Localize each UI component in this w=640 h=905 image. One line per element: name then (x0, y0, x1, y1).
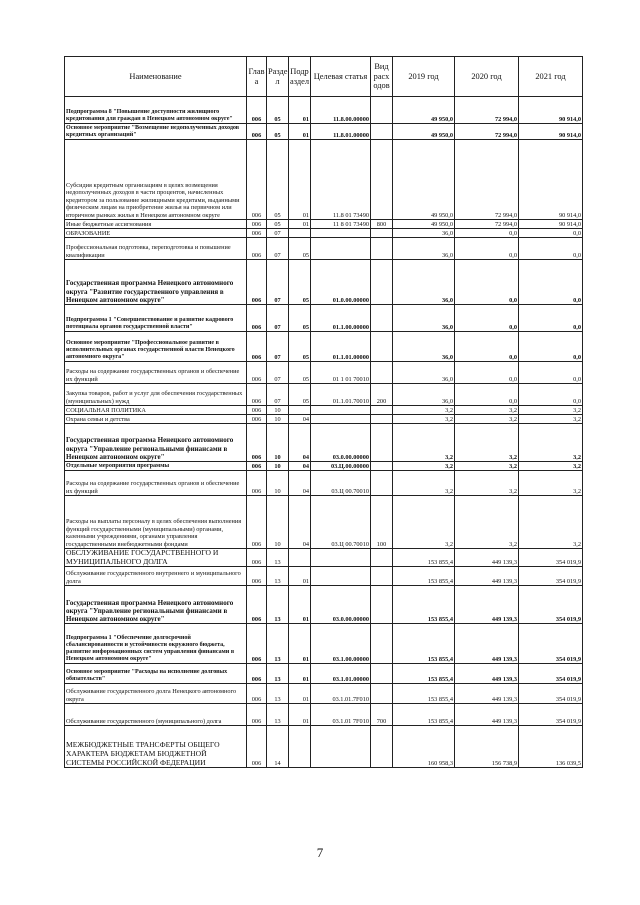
cell-name: Основное мероприятие "Профессиональное развитие в исполнительных органах государственной власти Ненецкого автономного округа" (65, 332, 247, 362)
cell-2019: 160 958,3 (393, 726, 455, 768)
cell-target-article: 03.1.00.00000 (311, 624, 371, 664)
cell-glava: 006 (247, 415, 267, 424)
table-row (65, 238, 583, 260)
header-expense-type: Вид расх одов (371, 57, 393, 97)
cell-expense-type (371, 664, 393, 684)
cell-2021: 354 019,9 (519, 549, 583, 567)
cell-expense-type: 100 (371, 496, 393, 549)
cell-glava: 006 (247, 471, 267, 496)
cell-2019: 36,0 (393, 260, 455, 305)
cell-glava: 006 (247, 305, 267, 332)
cell-expense-type (371, 462, 393, 471)
cell-2021: 90 914,0 (519, 220, 583, 229)
cell-2021: 0,0 (519, 384, 583, 406)
cell-expense-type (371, 624, 393, 664)
cell-2020: 449 139,3 (455, 586, 519, 624)
cell-expense-type (371, 567, 393, 586)
cell-glava: 006 (247, 549, 267, 567)
table-row (65, 362, 583, 384)
cell-glava: 006 (247, 664, 267, 684)
cell-2019: 49 950,0 (393, 220, 455, 229)
cell-podrazdel: 05 (289, 305, 311, 332)
cell-expense-type: 200 (371, 384, 393, 406)
cell-target-article (311, 415, 371, 424)
cell-podrazdel (289, 229, 311, 238)
cell-glava: 006 (247, 567, 267, 586)
cell-glava: 006 (247, 97, 267, 124)
cell-razdel: 05 (267, 97, 289, 124)
table-row (65, 415, 583, 424)
cell-glava: 006 (247, 684, 267, 704)
cell-target-article (311, 406, 371, 415)
cell-glava: 006 (247, 586, 267, 624)
cell-podrazdel: 05 (289, 260, 311, 305)
cell-name: Подпрограмма 8 "Повышение доступности жилищного кредитования для граждан в Ненецком автономном округе" (65, 97, 247, 124)
cell-expense-type (371, 260, 393, 305)
cell-podrazdel: 04 (289, 415, 311, 424)
cell-expense-type (371, 586, 393, 624)
cell-2019: 49 950,0 (393, 97, 455, 124)
cell-2021: 3,2 (519, 406, 583, 415)
cell-name: ОБСЛУЖИВАНИЕ ГОСУДАРСТВЕННОГО И МУНИЦИПАЛЬНОГО ДОЛГА (65, 549, 247, 567)
table-row (65, 305, 583, 332)
cell-expense-type (371, 549, 393, 567)
cell-2021: 3,2 (519, 496, 583, 549)
table-row (65, 704, 583, 726)
cell-2020: 449 139,3 (455, 704, 519, 726)
cell-target-article: 03.1.01.7F010 (311, 684, 371, 704)
cell-razdel: 14 (267, 726, 289, 768)
cell-target-article: 03.0.00.00000 (311, 586, 371, 624)
cell-target-article: 11 8 01 73490 (311, 220, 371, 229)
cell-2021: 354 019,9 (519, 586, 583, 624)
cell-2019: 36,0 (393, 384, 455, 406)
table-row (65, 462, 583, 471)
cell-2020: 449 139,3 (455, 624, 519, 664)
cell-glava: 006 (247, 624, 267, 664)
table-row (65, 424, 583, 462)
cell-razdel: 07 (267, 332, 289, 362)
cell-2020: 0,0 (455, 305, 519, 332)
cell-target-article: 11.8.00.00000 (311, 97, 371, 124)
cell-razdel: 05 (267, 140, 289, 220)
table-row (65, 586, 583, 624)
cell-name: Государственная программа Ненецкого автономного округа "Развитие государственного управления в Ненецком автономном округе" (65, 260, 247, 305)
cell-razdel: 13 (267, 549, 289, 567)
cell-podrazdel: 01 (289, 567, 311, 586)
cell-name: СОЦИАЛЬНАЯ ПОЛИТИКА (65, 406, 247, 415)
table-row (65, 260, 583, 305)
cell-glava: 006 (247, 726, 267, 768)
cell-2019: 49 950,0 (393, 140, 455, 220)
table-row (65, 97, 583, 124)
table-row (65, 384, 583, 406)
cell-target-article: 03.0.00.00000 (311, 424, 371, 462)
cell-expense-type (371, 684, 393, 704)
cell-2019: 36,0 (393, 305, 455, 332)
cell-name: Основное мероприятие "Расходы на исполнение долговых обязательств" (65, 664, 247, 684)
cell-2019: 153 855,4 (393, 624, 455, 664)
header-podrazdel: Подр аздел (289, 57, 311, 97)
cell-2020: 3,2 (455, 415, 519, 424)
cell-2019: 36,0 (393, 362, 455, 384)
cell-2019: 153 855,4 (393, 704, 455, 726)
cell-glava: 006 (247, 140, 267, 220)
cell-razdel: 10 (267, 424, 289, 462)
cell-2020: 0,0 (455, 362, 519, 384)
table-row (65, 140, 583, 220)
cell-target-article: 03.1.01 7F010 (311, 704, 371, 726)
table-row (65, 220, 583, 229)
cell-name: ОБРАЗОВАНИЕ (65, 229, 247, 238)
cell-razdel: 13 (267, 624, 289, 664)
table-row (65, 406, 583, 415)
cell-glava: 006 (247, 124, 267, 140)
cell-expense-type (371, 415, 393, 424)
cell-razdel: 10 (267, 415, 289, 424)
cell-2020: 72 994,0 (455, 140, 519, 220)
cell-2019: 153 855,4 (393, 684, 455, 704)
table-row (65, 726, 583, 768)
cell-2021: 0,0 (519, 260, 583, 305)
cell-razdel: 05 (267, 124, 289, 140)
cell-name: Основное мероприятие "Возмещение недополученных доходов кредитных организаций" (65, 124, 247, 140)
cell-name: Государственная программа Ненецкого автономного округа "Управление региональными финансами в Ненецком автономном округе" (65, 586, 247, 624)
cell-2020: 0,0 (455, 384, 519, 406)
cell-2019: 36,0 (393, 332, 455, 362)
table-row (65, 471, 583, 496)
cell-expense-type (371, 305, 393, 332)
cell-target-article: 03.Ц.00.00000 (311, 462, 371, 471)
cell-name: МЕЖБЮДЖЕТНЫЕ ТРАНСФЕРТЫ ОБЩЕГО ХАРАКТЕРА БЮДЖЕТАМ БЮДЖЕТНОЙ СИСТЕМЫ РОССИЙСКОЙ ФЕДЕРАЦИИ (65, 726, 247, 768)
cell-podrazdel: 01 (289, 124, 311, 140)
cell-target-article: 11.8 01 73490 (311, 140, 371, 220)
cell-2020: 449 139,3 (455, 567, 519, 586)
cell-podrazdel: 04 (289, 471, 311, 496)
cell-2020: 0,0 (455, 229, 519, 238)
cell-expense-type (371, 140, 393, 220)
cell-target-article: 01 1 01 70010 (311, 362, 371, 384)
cell-2019: 153 855,4 (393, 549, 455, 567)
cell-podrazdel: 05 (289, 332, 311, 362)
cell-target-article: 01.1.00.00000 (311, 305, 371, 332)
cell-name: Закупка товаров, работ и услуг для обеспечения государственных (муниципальных) нужд (65, 384, 247, 406)
cell-expense-type (371, 726, 393, 768)
cell-2020: 72 994,0 (455, 220, 519, 229)
cell-2021: 3,2 (519, 415, 583, 424)
budget-page (64, 56, 583, 768)
header-name: Наименование (65, 57, 247, 97)
cell-target-article (311, 238, 371, 260)
cell-name: Иные бюджетные ассигнования (65, 220, 247, 229)
cell-2019: 3,2 (393, 471, 455, 496)
cell-podrazdel: 01 (289, 97, 311, 124)
cell-target-article: 01.1.01.00000 (311, 332, 371, 362)
cell-expense-type (371, 406, 393, 415)
header-target-article: Целевая статья (311, 57, 371, 97)
table-row (65, 496, 583, 549)
cell-target-article: 01.1.01.70010 (311, 384, 371, 406)
cell-razdel: 07 (267, 305, 289, 332)
cell-2021: 136 039,5 (519, 726, 583, 768)
cell-expense-type (371, 124, 393, 140)
cell-2021: 354 019,9 (519, 624, 583, 664)
cell-2020: 0,0 (455, 238, 519, 260)
cell-glava: 006 (247, 462, 267, 471)
cell-target-article (311, 229, 371, 238)
cell-podrazdel: 01 (289, 704, 311, 726)
cell-name: Обслуживание государственного (муниципального) долга (65, 704, 247, 726)
cell-podrazdel: 01 (289, 624, 311, 664)
cell-podrazdel (289, 549, 311, 567)
cell-2020: 3,2 (455, 496, 519, 549)
cell-expense-type (371, 238, 393, 260)
cell-2021: 90 914,0 (519, 124, 583, 140)
cell-glava: 006 (247, 496, 267, 549)
cell-name: Охрана семьи и детства (65, 415, 247, 424)
cell-name: Расходы на выплаты персоналу в целях обеспечения выполнения функций государственными (муниципальными) органами, казенными учреждениями, органами управления государственными внебюджетными фондами (65, 496, 247, 549)
cell-2019: 36,0 (393, 229, 455, 238)
cell-glava: 006 (247, 384, 267, 406)
cell-2021: 354 019,9 (519, 704, 583, 726)
cell-2020: 72 994,0 (455, 124, 519, 140)
cell-2021: 0,0 (519, 332, 583, 362)
cell-razdel: 13 (267, 684, 289, 704)
cell-razdel: 07 (267, 384, 289, 406)
cell-name: Профессиональная подготовка, переподготовка и повышение квалификации (65, 238, 247, 260)
cell-razdel: 10 (267, 471, 289, 496)
cell-name: Расходы на содержание государственных органов и обеспечение их функций (65, 471, 247, 496)
cell-name: Субсидия кредитным организациям в целях возмещения недополученных доходов в части процентов, начисленных кредитором за пользование жилищными кредитами, выданными физическим лицам на приобретение жилья на первичном или вторичном рынках жилья в Ненецком автономном округе (65, 140, 247, 220)
cell-name: Обслуживание государственного долга Ненецкого автономного округа (65, 684, 247, 704)
cell-expense-type (371, 471, 393, 496)
cell-glava: 006 (247, 406, 267, 415)
cell-2021: 354 019,9 (519, 684, 583, 704)
cell-2019: 3,2 (393, 424, 455, 462)
cell-razdel: 13 (267, 664, 289, 684)
cell-2019: 3,2 (393, 462, 455, 471)
table-row (65, 332, 583, 362)
table-row (65, 229, 583, 238)
table-row (65, 624, 583, 664)
cell-2019: 153 855,4 (393, 586, 455, 624)
header-2021: 2021 год (519, 57, 583, 97)
cell-expense-type (371, 332, 393, 362)
cell-target-article: 03.Ц 00.70010 (311, 496, 371, 549)
cell-razdel: 13 (267, 567, 289, 586)
cell-2021: 3,2 (519, 424, 583, 462)
cell-2020: 449 139,3 (455, 549, 519, 567)
cell-razdel: 13 (267, 586, 289, 624)
cell-2021: 3,2 (519, 462, 583, 471)
cell-2019: 153 855,4 (393, 664, 455, 684)
cell-name: Расходы на содержание государственных органов и обеспечение их функций (65, 362, 247, 384)
cell-podrazdel: 01 (289, 140, 311, 220)
cell-podrazdel: 05 (289, 238, 311, 260)
cell-2021: 354 019,9 (519, 567, 583, 586)
cell-glava: 006 (247, 229, 267, 238)
cell-name: Обслуживание государственного внутреннего и муниципального долга (65, 567, 247, 586)
header-2020: 2020 год (455, 57, 519, 97)
cell-target-article: 11.8.01.00000 (311, 124, 371, 140)
cell-2021: 354 019,9 (519, 664, 583, 684)
cell-target-article: 03.Ц 00.70010 (311, 471, 371, 496)
cell-target-article: 01.0.00.00000 (311, 260, 371, 305)
cell-podrazdel: 01 (289, 220, 311, 229)
cell-2021: 90 914,0 (519, 97, 583, 124)
header-glava: Глав а (247, 57, 267, 97)
cell-razdel: 10 (267, 406, 289, 415)
cell-podrazdel: 04 (289, 496, 311, 549)
cell-razdel: 07 (267, 260, 289, 305)
cell-2020: 3,2 (455, 424, 519, 462)
cell-2019: 153 855,4 (393, 567, 455, 586)
cell-2020: 3,2 (455, 462, 519, 471)
cell-podrazdel: 04 (289, 424, 311, 462)
cell-podrazdel: 01 (289, 684, 311, 704)
cell-razdel: 07 (267, 238, 289, 260)
cell-2021: 3,2 (519, 471, 583, 496)
cell-2021: 90 914,0 (519, 140, 583, 220)
cell-razdel: 10 (267, 496, 289, 549)
cell-2019: 3,2 (393, 415, 455, 424)
cell-expense-type: 800 (371, 220, 393, 229)
cell-razdel: 05 (267, 220, 289, 229)
cell-name: Государственная программа Ненецкого автономного округа "Управление региональными финансами в Ненецком автономном округе" (65, 424, 247, 462)
cell-2021: 0,0 (519, 305, 583, 332)
cell-expense-type (371, 362, 393, 384)
cell-name: Подпрограмма 1 "Обеспечение долгосрочной сбалансированности и устойчивости окружного бюджета, развитие информационных систем управления финансами в Ненецком автономном округе" (65, 624, 247, 664)
cell-glava: 006 (247, 260, 267, 305)
cell-2021: 0,0 (519, 238, 583, 260)
cell-podrazdel: 05 (289, 384, 311, 406)
cell-2019: 49 950,0 (393, 124, 455, 140)
cell-2020: 72 994,0 (455, 97, 519, 124)
table-header-row (65, 57, 583, 97)
table-row (65, 684, 583, 704)
cell-glava: 006 (247, 332, 267, 362)
cell-2020: 0,0 (455, 332, 519, 362)
cell-razdel: 10 (267, 462, 289, 471)
cell-glava: 006 (247, 424, 267, 462)
cell-expense-type (371, 97, 393, 124)
cell-glava: 006 (247, 362, 267, 384)
cell-glava: 006 (247, 704, 267, 726)
cell-name: Подпрограмма 1 "Совершенствование и развитие кадрового потенциала органов государственной власти" (65, 305, 247, 332)
cell-2020: 449 139,3 (455, 664, 519, 684)
table-row (65, 664, 583, 684)
cell-2020: 0,0 (455, 260, 519, 305)
cell-podrazdel: 01 (289, 664, 311, 684)
cell-podrazdel: 01 (289, 586, 311, 624)
cell-podrazdel: 04 (289, 462, 311, 471)
cell-expense-type: 700 (371, 704, 393, 726)
cell-podrazdel (289, 726, 311, 768)
cell-razdel: 07 (267, 362, 289, 384)
table-row (65, 567, 583, 586)
cell-2020: 156 738,9 (455, 726, 519, 768)
header-2019: 2019 год (393, 57, 455, 97)
cell-target-article (311, 726, 371, 768)
cell-razdel: 13 (267, 704, 289, 726)
cell-2019: 3,2 (393, 496, 455, 549)
budget-table (64, 56, 583, 768)
cell-target-article: 03.1.01.00000 (311, 664, 371, 684)
cell-target-article (311, 567, 371, 586)
page-number: 7 (316, 845, 324, 860)
cell-expense-type (371, 424, 393, 462)
cell-glava: 006 (247, 220, 267, 229)
cell-podrazdel (289, 406, 311, 415)
cell-podrazdel: 05 (289, 362, 311, 384)
cell-name: Отдельные мероприятия программы (65, 462, 247, 471)
table-row (65, 124, 583, 140)
cell-2019: 36,0 (393, 238, 455, 260)
cell-2021: 0,0 (519, 229, 583, 238)
cell-2021: 0,0 (519, 362, 583, 384)
cell-2020: 449 139,3 (455, 684, 519, 704)
cell-glava: 006 (247, 238, 267, 260)
cell-2019: 3,2 (393, 406, 455, 415)
header-razdel: Разде л (267, 57, 289, 97)
cell-2020: 3,2 (455, 406, 519, 415)
cell-razdel: 07 (267, 229, 289, 238)
cell-target-article (311, 549, 371, 567)
table-row (65, 549, 583, 567)
cell-expense-type (371, 229, 393, 238)
cell-2020: 3,2 (455, 471, 519, 496)
